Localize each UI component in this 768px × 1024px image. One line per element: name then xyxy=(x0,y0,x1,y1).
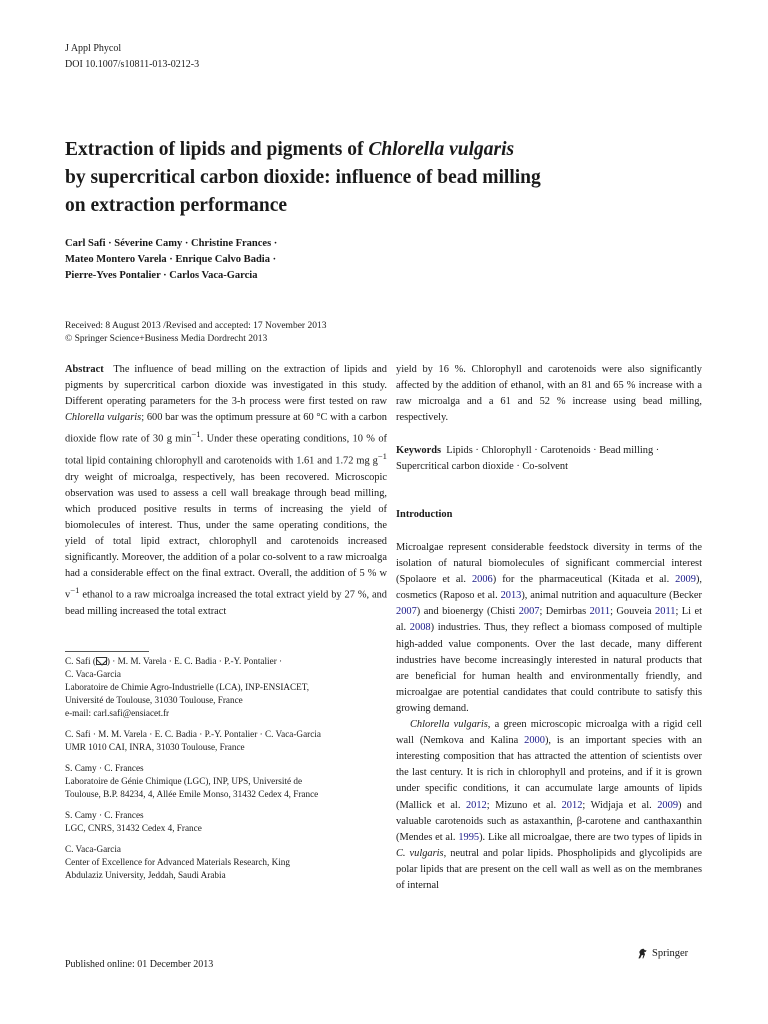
copyright-notice: © Springer Science+Business Media Dordrecht 2013 xyxy=(65,334,268,344)
affiliation-text: C. Safi ( xyxy=(65,656,96,666)
affiliation-text: Laboratoire de Génie Chimique (LGC), INP, UPS, Université de xyxy=(65,776,303,786)
affiliation-text: UMR 1010 CAI, INRA, 31030 Toulouse, France xyxy=(65,742,245,752)
authors-line-3: Pierre-Yves Pontalier · Carlos Vaca-Garcia xyxy=(65,270,258,281)
journal-name: J Appl Phycol xyxy=(65,43,122,54)
keywords xyxy=(396,443,702,475)
abstract xyxy=(65,362,387,620)
citation-link[interactable]: 1995 xyxy=(458,831,480,843)
introduction-body xyxy=(396,540,702,894)
intro-paragraph-1 xyxy=(396,540,702,717)
publisher-logo xyxy=(636,947,688,960)
citation-link[interactable]: 2000 xyxy=(524,735,545,747)
springer-horse-icon xyxy=(636,947,649,960)
intro-text: ) and valuable carotenoids such as astaxanthin, β-carotene and canthaxanthin (Mendes et al. xyxy=(396,799,702,843)
abstract-species: Chlorella vulgaris xyxy=(65,412,142,424)
citation-link[interactable]: 2011 xyxy=(589,606,611,618)
abstract-label: Abstract xyxy=(65,364,104,375)
citation-link[interactable]: 2007 xyxy=(518,606,540,618)
publisher-name: Springer xyxy=(652,948,689,959)
intro-text: ; Li et al. xyxy=(396,606,702,634)
intro-paragraph-2 xyxy=(396,717,702,894)
affiliation-block xyxy=(65,762,387,801)
intro-text: ). Like all microalgae, there are two types of lipids in xyxy=(479,831,702,843)
affiliation-text: Université de Toulouse, 31030 Toulouse, France xyxy=(65,695,243,705)
authors-line-2: Mateo Montero Varela · Enrique Calvo Badia · xyxy=(65,254,277,265)
superscript: −1 xyxy=(70,585,80,596)
affiliation-text: Center of Excellence for Advanced Materials Research, King xyxy=(65,857,290,867)
affiliation-text: C. Safi · M. M. Varela · E. C. Badia · P.-Y. Pontalier · C. Vaca-Garcia xyxy=(65,729,321,739)
superscript: −1 xyxy=(377,450,387,461)
citation-link[interactable]: 2009 xyxy=(675,574,696,586)
affiliation-text: S. Camy · C. Frances xyxy=(65,810,144,820)
abstract-text: The influence of bead milling on the extraction of lipids and pigments by supercritical carbon dioxide was investigated in this study. Different operating parameters for the 3-h process were first tested on raw xyxy=(65,364,387,408)
affiliations xyxy=(65,655,387,890)
intro-text: ; Gouveia xyxy=(610,606,656,618)
intro-text: ; Widjaja et al. xyxy=(582,799,658,811)
citation-link[interactable]: 2012 xyxy=(561,799,583,811)
abstract-text: ethanol to a raw microalga increased the total extract yield by 27 %, and bead milling increased the total extract xyxy=(65,589,387,617)
affiliation-text: Laboratoire de Chimie Agro-Industrielle (LCA), INP-ENSIACET, xyxy=(65,682,310,692)
published-online: Published online: 01 December 2013 xyxy=(65,959,214,970)
envelope-icon xyxy=(96,657,107,665)
citation-link[interactable]: 2008 xyxy=(409,622,431,634)
citation-link[interactable]: 2006 xyxy=(471,574,493,586)
affiliation-block xyxy=(65,655,387,720)
doi: DOI 10.1007/s10811-013-0212-3 xyxy=(65,59,200,70)
superscript: −1 xyxy=(191,429,201,440)
intro-text: ) industries. Thus, they reflect a biomass composed of multiple high-added value components. Over the last decade, many different industries have become increasingly interested in natural products that are beneficial for human health and environmentally friendly, and microalgae are potential candidates that could contribute to satisfy this growing demand. xyxy=(396,622,702,714)
article-dates xyxy=(65,320,326,346)
citation-link[interactable]: 2012 xyxy=(465,799,487,811)
title-line-2: by supercritical carbon dioxide: influence of bead milling xyxy=(65,167,541,188)
contact-email[interactable]: e-mail: carl.safi@ensiacet.fr xyxy=(65,708,170,718)
affiliation-block xyxy=(65,809,387,835)
journal-header xyxy=(65,41,199,73)
intro-text: ) and bioenergy (Chisti xyxy=(416,606,519,618)
species-name: Chlorella vulgaris xyxy=(410,719,488,731)
affiliation-text: S. Camy · C. Frances xyxy=(65,763,144,773)
author-list xyxy=(65,236,485,284)
intro-text: ) for the pharmaceutical (Kitada et al. xyxy=(492,574,676,586)
intro-text: , a green microscopic microalga with a rigid cell wall (Nemkova and Kalina xyxy=(396,719,702,747)
intro-text: ; Demirbas xyxy=(539,606,590,618)
keywords-text: Lipids · Chlorophyll · Carotenoids · Bead milling · Supercritical carbon dioxide · Co-solvent xyxy=(396,445,660,473)
affiliation-text: Toulouse, B.P. 84234, 4, Allée Emile Monso, 31432 Cedex 4, France xyxy=(65,789,319,799)
intro-text: Microalgae represent considerable feedstock diversity in terms of the isolation of natural biomolecules of significant commercial interest (Spolaore et al. xyxy=(396,542,702,586)
footnote-divider xyxy=(65,651,149,652)
citation-link[interactable]: 2009 xyxy=(657,799,679,811)
intro-text: ), animal nutrition and aquaculture (Becker xyxy=(521,590,702,602)
authors-line-1: Carl Safi · Séverine Camy · Christine Frances · xyxy=(65,238,278,249)
article-title xyxy=(65,136,665,220)
intro-text: ), cosmetics (Raposo et al. xyxy=(396,574,702,602)
citation-link[interactable]: 2007 xyxy=(396,606,417,618)
title-line-3: on extraction performance xyxy=(65,195,288,216)
title-text: Extraction of lipids and pigments of xyxy=(65,139,369,160)
received-date: Received: 8 August 2013 /Revised and accepted: 17 November 2013 xyxy=(65,321,327,331)
abstract-text: . Under these operating conditions, 10 % of total lipid containing chlorophyll and carotenoids with 1.61 and 1.72 mg g xyxy=(65,433,387,467)
abstract-text: dry weight of microalga, respectively, has been recovered. Microscopic observation was used to assess a cell wall breakage through bead milling, which produced positive results in terms of increasing the yield of biomolecules of interest. Thus, under the same operating conditions, the yield of total lipid extract, chlorophyll and carotenoids increased significantly. Moreover, the addition of a polar co-solvent to a raw microalga had a considerable effect on the final extract. Overall, the addition of 5 % w v xyxy=(65,471,387,601)
abstract-continued xyxy=(396,362,702,426)
keywords-label: Keywords xyxy=(396,445,442,456)
species-name: C. vulgaris xyxy=(396,847,444,859)
intro-text: ), is an important species with an interesting composition that has attracted the attention of scientists over the last century. It is rich in chlorophyll and proteins, and if it is grown under specific conditions, it can accumulate large amounts of lipids (Mallick et al. xyxy=(396,735,702,811)
citation-link[interactable]: 2013 xyxy=(500,590,522,602)
abstract-continuation-text: yield by 16 %. Chlorophyll and carotenoids were also significantly affected by the addition of ethanol, with an 81 and 65 % increase with a raw microalga and a 61 and 52 % increase using bead milling, respectively. xyxy=(396,364,702,424)
affiliation-text: C. Vaca-Garcia xyxy=(65,669,121,679)
citation-link[interactable]: 2011 xyxy=(655,606,676,618)
intro-text: ; Mizuno et al. xyxy=(486,799,562,811)
affiliation-text: Abdulaziz University, Jeddah, Saudi Arabia xyxy=(65,870,226,880)
abstract-text: ; 600 bar was the optimum pressure at 60 °C with a carbon dioxide flow rate of 30 g min xyxy=(65,412,387,445)
affiliation-block xyxy=(65,843,387,882)
affiliation-block xyxy=(65,728,387,754)
intro-text: , neutral and polar lipids. Phospholipids and glycolipids are polar lipids that are present on the cell wall as well as on the membranes of internal xyxy=(396,847,703,891)
affiliation-text: LGC, CNRS, 31432 Cedex 4, France xyxy=(65,823,202,833)
title-species: Chlorella vulgaris xyxy=(368,139,515,160)
affiliation-text: ) · M. M. Varela · E. C. Badia · P.-Y. Pontalier · xyxy=(106,656,283,666)
affiliation-text: C. Vaca-Garcia xyxy=(65,844,121,854)
introduction-heading: Introduction xyxy=(396,509,453,520)
